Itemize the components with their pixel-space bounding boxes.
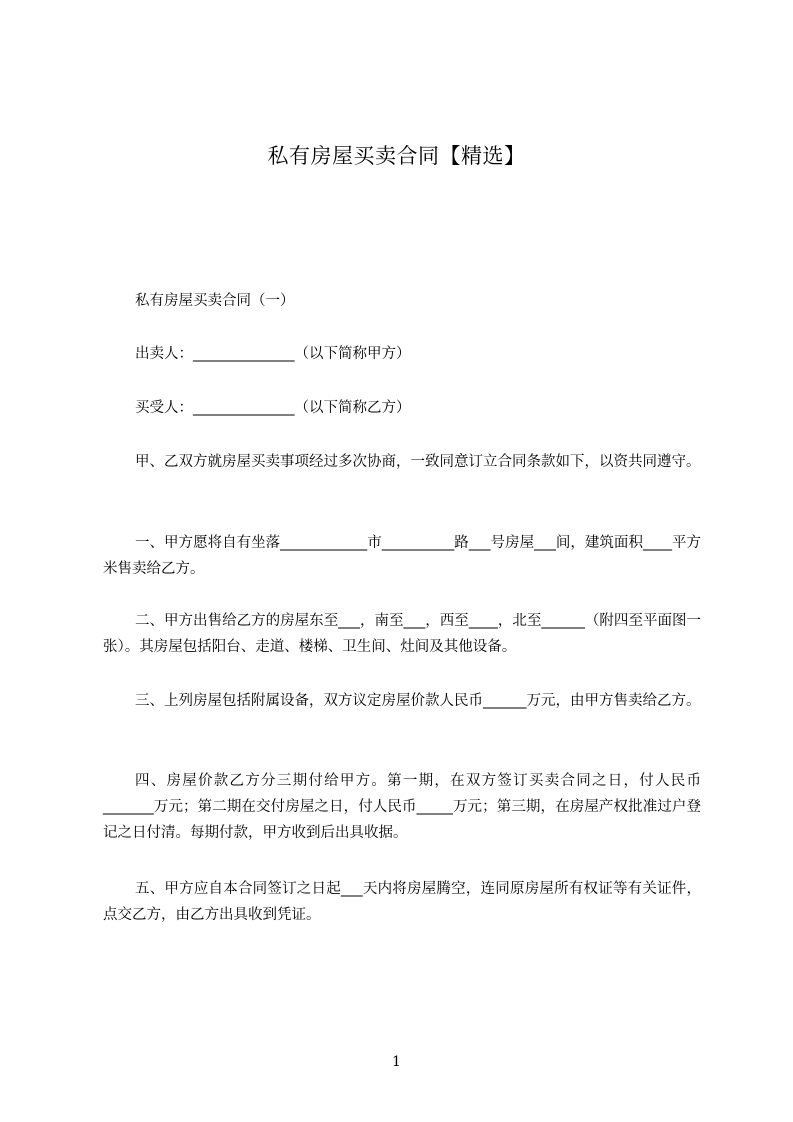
clause-4: 四、房屋价款乙方分三期付给甲方。第一期，在双方签订买卖合同之日，付人民币_______万元；第二期在交付房屋之日，付人民币_____万元；第三期，在房屋产权批准过户登记之日付清。每期付款，甲方收到后出具收据。 bbox=[103, 773, 701, 841]
buyer-line: 买受人：______________（以下简称乙方） bbox=[135, 400, 411, 416]
clause-5: 五、甲方应自本合同签订之日起___天内将房屋腾空，连同原房屋所有权证等有关证件，点交乙方，由乙方出具收到凭证。 bbox=[103, 881, 701, 923]
seller-line: 出卖人：______________（以下简称甲方） bbox=[135, 346, 411, 362]
contract-subtitle: 私有房屋买卖合同（一） bbox=[135, 293, 295, 309]
page-number: 1 bbox=[392, 1054, 401, 1070]
document-title: 私有房屋买卖合同【精选】 bbox=[267, 144, 526, 168]
intro-paragraph: 甲、乙双方就房屋买卖事项经过多次协商，一致同意订立合同条款如下，以资共同遵守。 bbox=[135, 454, 701, 470]
clause-3: 三、上列房屋包括附属设备，双方议定房屋价款人民币______万元，由甲方售卖给乙方。 bbox=[135, 693, 701, 709]
clause-2: 二、甲方出售给乙方的房屋东至___，南至___，西至____，北至______（附四至平面图一张）。其房屋包括阳台、走道、楼梯、卫生间、灶间及其他设备。 bbox=[103, 613, 701, 655]
clause-1: 一、甲方愿将自有坐落____________市__________路___号房屋___间，建筑面积____平方米售卖给乙方。 bbox=[103, 535, 701, 577]
